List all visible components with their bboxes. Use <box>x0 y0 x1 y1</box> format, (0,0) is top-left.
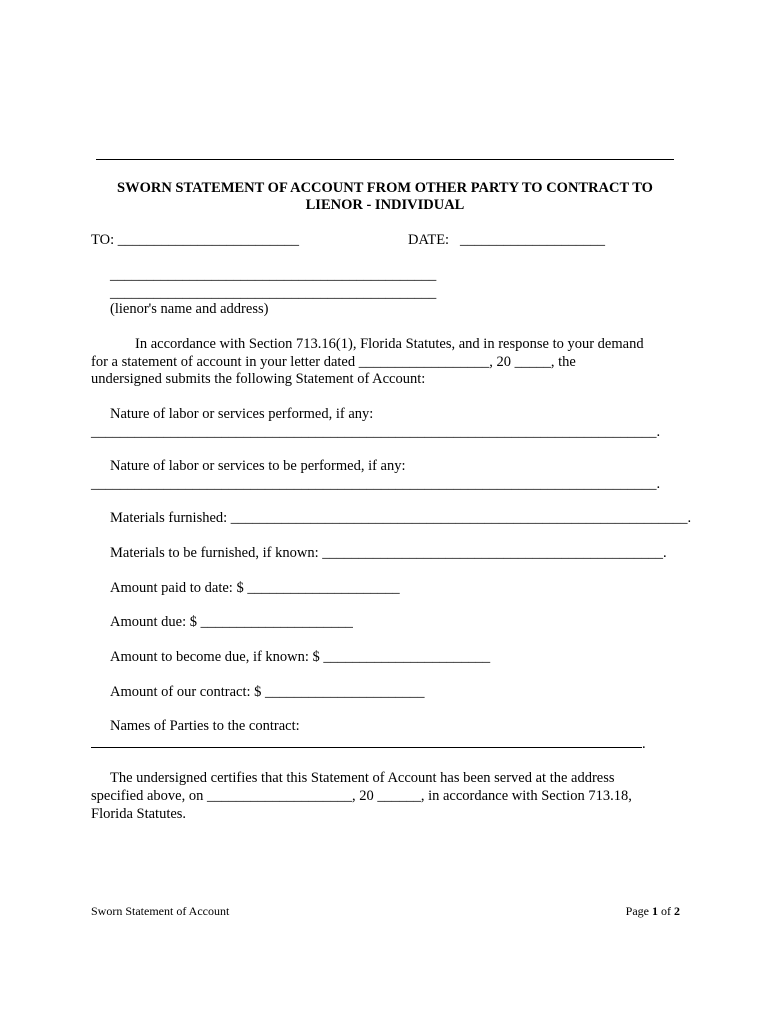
lienor-address-line2[interactable]: _____________________________________________ <box>110 285 437 301</box>
document-title-line1: SWORN STATEMENT OF ACCOUNT FROM OTHER PARTY TO CONTRACT TO <box>117 180 653 196</box>
parties-label: Names of Parties to the contract: <box>110 718 300 734</box>
intro-paragraph-line1: In accordance with Section 713.16(1), Florida Statutes, and in response to your demand <box>135 336 644 352</box>
lienor-address-line1[interactable]: _____________________________________________ <box>110 267 437 283</box>
amount-due-field[interactable]: Amount due: $ _____________________ <box>110 614 353 630</box>
intro-paragraph-line3: undersigned submits the following Statement of Account: <box>91 371 426 387</box>
materials-furnished-field[interactable]: Materials furnished: _______________________________________________________________. <box>110 510 692 526</box>
amount-become-due-field[interactable]: Amount to become due, if known: $ _______________________ <box>110 649 491 665</box>
labor-to-perform-field[interactable]: ______________________________________________________________________________. <box>91 476 661 492</box>
parties-field[interactable] <box>91 747 642 748</box>
of-word: of <box>658 904 674 918</box>
footer-title: Sworn Statement of Account <box>91 904 230 918</box>
labor-to-perform-label: Nature of labor or services to be performed, if any: <box>110 458 406 474</box>
parties-period: . <box>642 736 646 752</box>
date-field[interactable]: DATE: ____________________ <box>408 232 605 248</box>
amount-contract-field[interactable]: Amount of our contract: $ ______________________ <box>110 684 425 700</box>
page-indicator <box>626 902 680 920</box>
labor-performed-label: Nature of labor or services performed, if any: <box>110 406 374 422</box>
certification-line1: The undersigned certifies that this Statement of Account has been served at the address <box>110 770 615 786</box>
page-word: Page <box>625 904 652 918</box>
document-title-line2: LIENOR - INDIVIDUAL <box>305 197 465 213</box>
labor-performed-field[interactable]: ______________________________________________________________________________. <box>91 424 661 440</box>
certification-line2: specified above, on ____________________, 20 ______, in accordance with Section 713.18, <box>91 788 632 804</box>
amount-paid-field[interactable]: Amount paid to date: $ _____________________ <box>110 580 400 596</box>
lienor-address-caption: (lienor's name and address) <box>110 301 269 317</box>
page-total: 2 <box>674 904 680 918</box>
certification-line3: Florida Statutes. <box>91 806 187 822</box>
materials-to-furnish-field[interactable]: Materials to be furnished, if known: _______________________________________________. <box>110 545 667 561</box>
top-rule <box>96 159 674 160</box>
to-field[interactable]: TO: _________________________ <box>91 232 299 248</box>
page-number: 1 <box>652 904 658 918</box>
intro-paragraph-line2: for a statement of account in your letter dated __________________, 20 _____, the <box>91 354 576 370</box>
